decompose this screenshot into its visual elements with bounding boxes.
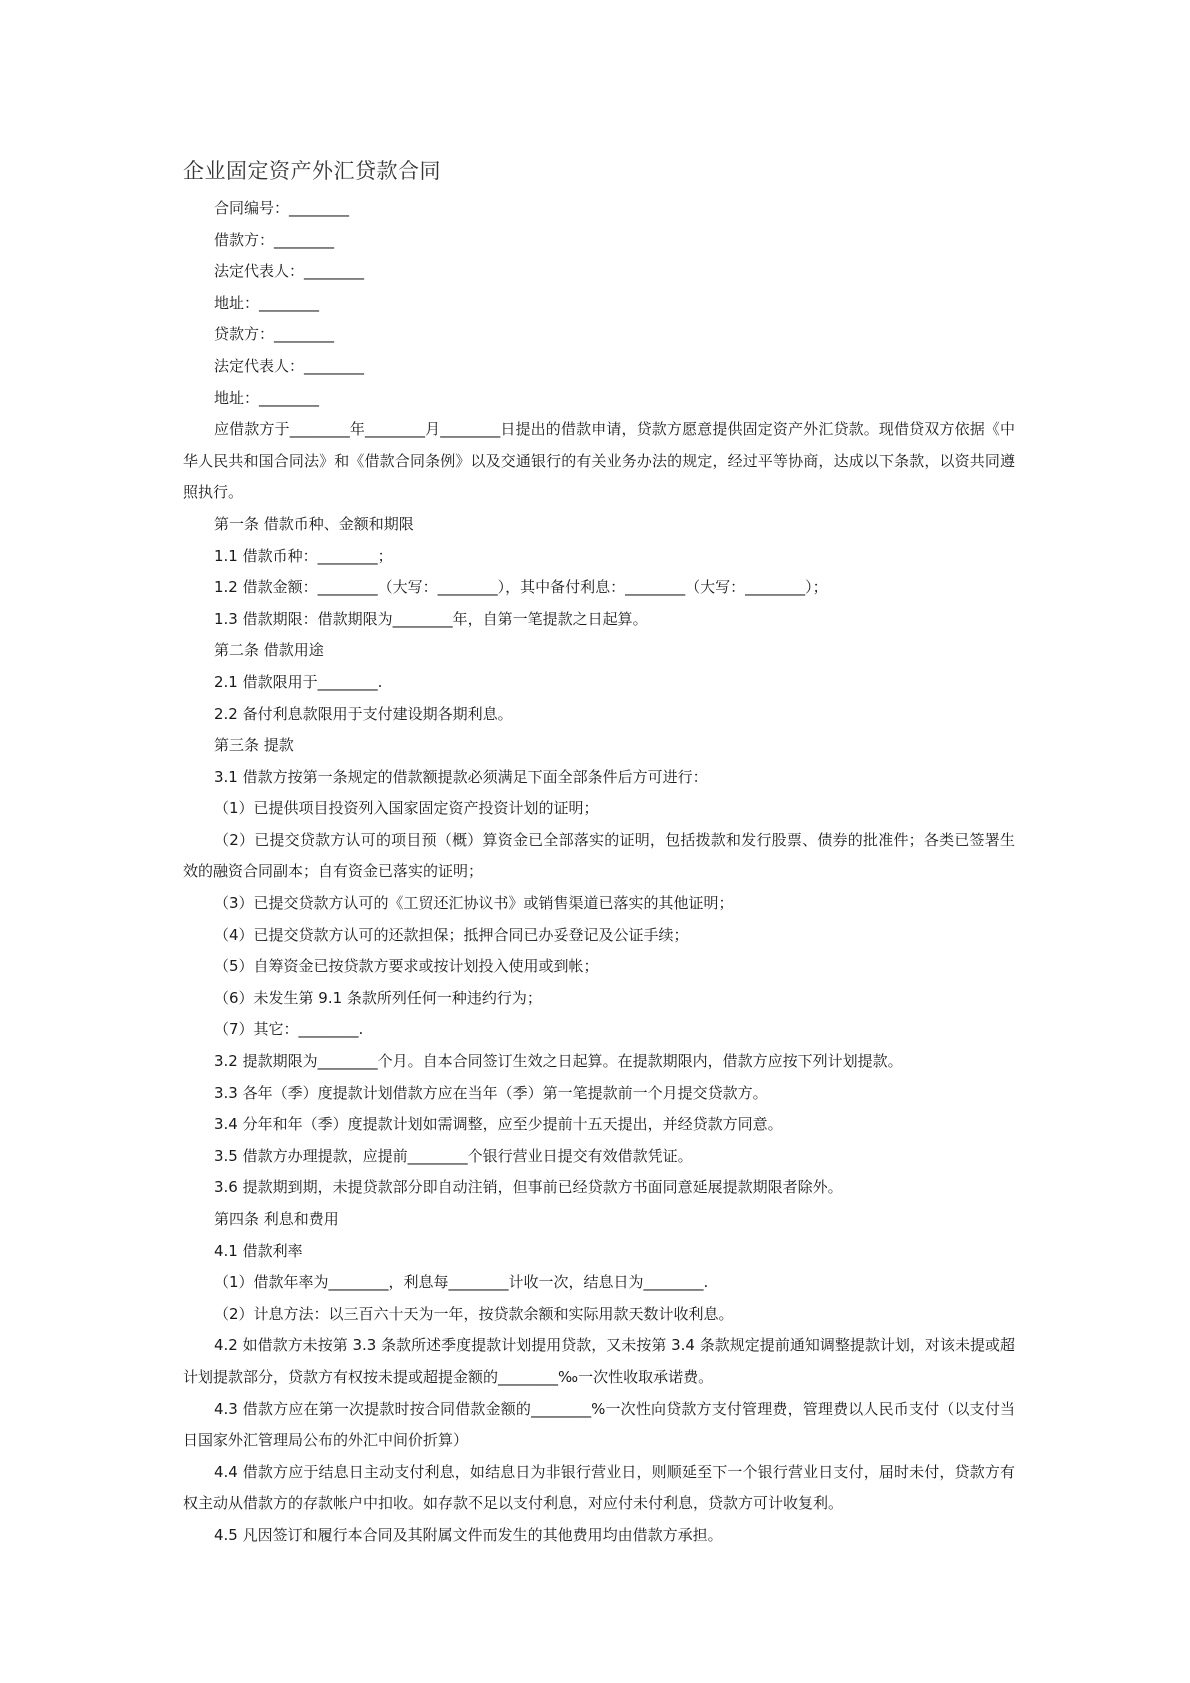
clause-2-1: 2.1 借款限用于________.	[214, 672, 383, 691]
condition-6: （6）未发生第 9.1 条款所列任何一种违约行为；	[214, 988, 542, 1007]
clause-4-1: 4.1 借款利率	[214, 1241, 303, 1260]
condition-2: （2）已提交贷款方认可的项目预（概）算资金已全部落实的证明，包括拨款和发行股票、债券的批准件；各类已签署生效的融资合同副本；自有资金已落实的证明；	[183, 830, 1015, 881]
contract-body	[183, 193, 1015, 1552]
clause-1-3: 1.3 借款期限：借款期限为________年，自第一笔提款之日起算。	[214, 609, 648, 628]
condition-3: （3）已提交贷款方认可的《工贸还汇协议书》或销售渠道已落实的其他证明；	[214, 894, 734, 913]
clause-3-4: 3.4 分年和年（季）度提款计划如需调整，应至少提前十五天提出，并经贷款方同意。	[214, 1115, 783, 1134]
condition-4: （4）已提交贷款方认可的还款担保；抵押合同已办妥登记及公证手续；	[214, 925, 689, 944]
article-4-heading: 第四条 利息和费用	[214, 1210, 339, 1228]
article-1-heading: 第一条 借款币种、金额和期限	[214, 514, 414, 533]
clause-3-3: 3.3 各年（季）度提款计划借款方应在当年（季）第一笔提款前一个月提交贷款方。	[214, 1083, 768, 1102]
lender-address: 地址：________	[214, 388, 320, 407]
document-title: 企业固定资产外汇贷款合同	[183, 159, 441, 183]
contract-page	[183, 157, 1015, 1552]
clause-4-3: 4.3 借款方应在第一次提款时按合同借款金额的________%一次性向贷款方支付管理费，管理费以人民币支付（以支付当日国家外汇管理局公布的外汇中间价折算）	[183, 1399, 1015, 1450]
clause-2-2: 2.2 备付利息款限用于支付建设期各期利息。	[214, 704, 513, 723]
clause-1-1: 1.1 借款币种：________；	[214, 546, 393, 565]
lender-legal-representative: 法定代表人：________	[214, 356, 365, 375]
lender: 贷款方：________	[214, 325, 335, 344]
interest-rate-item-2: （2）计息方法：以三百六十天为一年，按贷款余额和实际用款天数计收利息。	[214, 1304, 734, 1323]
borrower-address: 地址：________	[214, 293, 320, 312]
clause-3-2: 3.2 提款期限为________个月。自本合同签订生效之日起算。在提款期限内，借款方应按下列计划提款。	[214, 1052, 903, 1071]
condition-1: （1）已提供项目投资列入国家固定资产投资计划的证明；	[214, 799, 599, 818]
borrower: 借款方：________	[214, 230, 335, 249]
article-3-heading: 第三条 提款	[214, 736, 294, 755]
borrower-legal-representative: 法定代表人：________	[214, 262, 365, 281]
clause-4-4: 4.4 借款方应于结息日主动支付利息，如结息日为非银行营业日，则顺延至下一个银行营业日支付，届时未付，贷款方有权主动从借款方的存款帐户中扣收。如存款不足以支付利息，对应付未付利息，贷款方可计收复利。	[183, 1462, 1015, 1513]
contract-number: 合同编号：________	[214, 199, 350, 217]
article-2-heading: 第二条 借款用途	[214, 641, 324, 660]
interest-rate-item-1: （1）借款年率为________，利息每________计收一次，结息日为________.	[214, 1273, 709, 1292]
clause-1-2: 1.2 借款金额：________（大写：________），其中备付利息：________（大写：________）；	[214, 578, 828, 597]
condition-5: （5）自筹资金已按贷款方要求或按计划投入使用或到帐；	[214, 957, 599, 976]
clause-3-6: 3.6 提款期到期，未提贷款部分即自动注销，但事前已经贷款方书面同意延展提款期限者除外。	[214, 1178, 843, 1197]
preamble-paragraph: 应借款方于________年________月________日提出的借款申请，贷款方愿意提供固定资产外汇贷款。现借贷双方依据《中华人民共和国合同法》和《借款合同条例》以及交通银行的有关业务办法的规定，经过平等协商，达成以下条款，以资共同遵照执行。	[183, 420, 1015, 502]
clause-4-5: 4.5 凡因签订和履行本合同及其附属文件而发生的其他费用均由借款方承担。	[214, 1525, 723, 1544]
clause-3-1: 3.1 借款方按第一条规定的借款额提款必须满足下面全部条件后方可进行：	[214, 767, 708, 786]
condition-7: （7）其它：________.	[214, 1020, 364, 1039]
clause-3-5: 3.5 借款方办理提款，应提前________个银行营业日提交有效借款凭证。	[214, 1146, 693, 1165]
clause-4-2: 4.2 如借款方未按第 3.3 条款所述季度提款计划提用贷款，又未按第 3.4 条款规定提前通知调整提款计划，对该未提或超计划提款部分，贷款方有权按未提或超提金额的________‰一次性收取承诺费。	[183, 1336, 1015, 1386]
